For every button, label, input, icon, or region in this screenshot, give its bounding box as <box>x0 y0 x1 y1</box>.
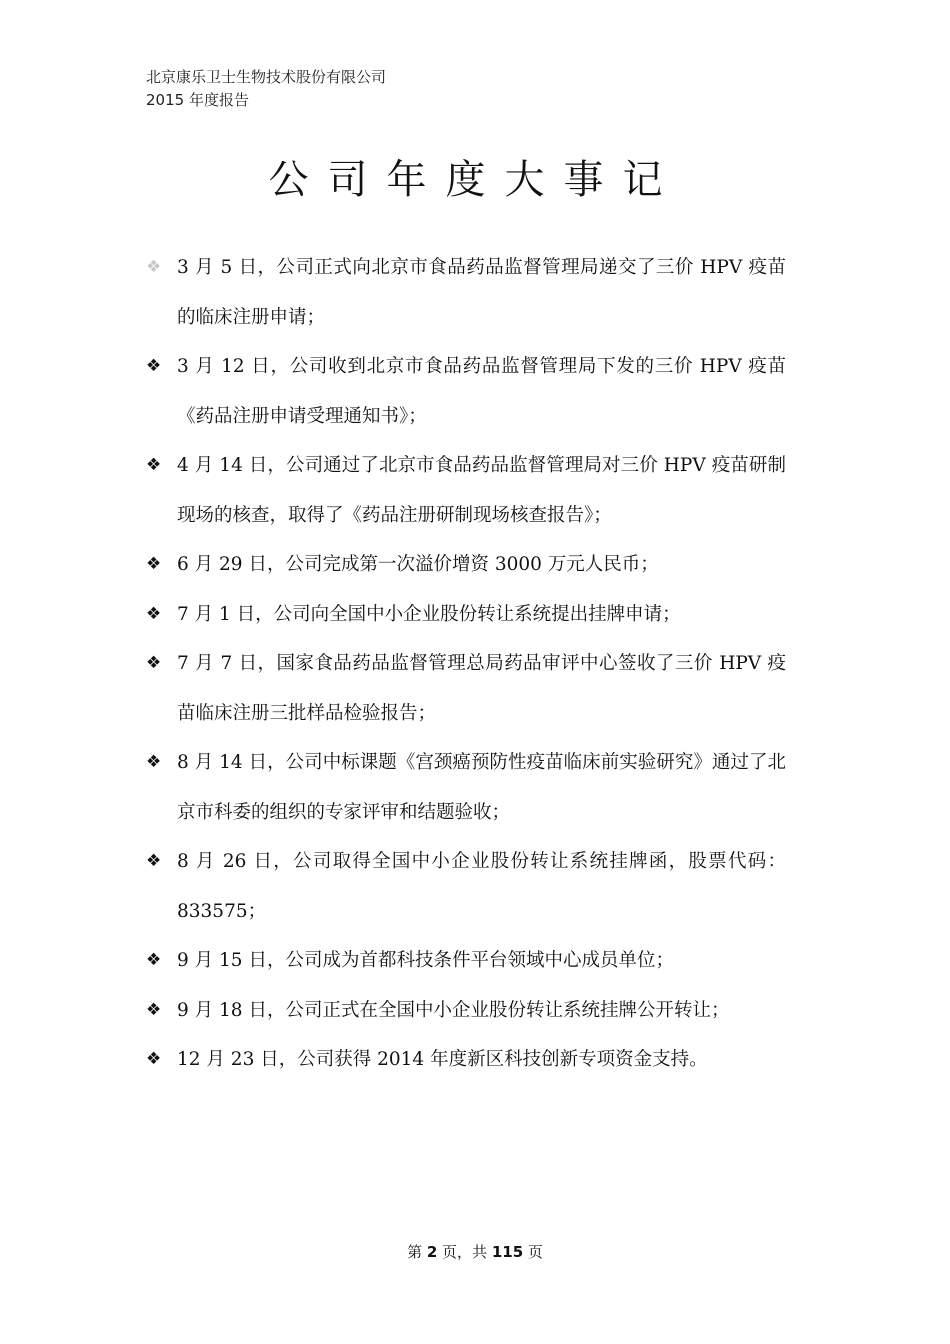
diamond-bullet-icon: ❖ <box>146 752 162 772</box>
event-text: 12 月 23 日，公司获得 2014 年度新区科技创新专项资金支持。 <box>177 1049 708 1070</box>
list-item <box>146 590 786 640</box>
list-item <box>146 441 786 540</box>
diamond-bullet-icon: ❖ <box>146 356 162 376</box>
page-title: 公司年度大事记 <box>268 157 682 203</box>
event-text: 8 月 26 日，公司取得全国中小企业股份转让系统挂牌函，股票代码：833575； <box>177 851 786 922</box>
header-company-name: 北京康乐卫士生物技术股份有限公司 <box>146 68 387 86</box>
event-text: 7 月 7 日，国家食品药品监督管理总局药品审评中心签收了三价 HPV 疫苗临床注册三批样品检验报告； <box>177 653 786 724</box>
header-report-name: 2015 年度报告 <box>146 91 249 109</box>
list-item <box>146 986 786 1036</box>
diamond-bullet-icon: ❖ <box>146 603 162 624</box>
page-header <box>146 66 386 112</box>
event-text: 9 月 18 日，公司正式在全国中小企业股份转让系统挂牌公开转让； <box>177 999 730 1021</box>
footer-page-number: 2 <box>426 1243 438 1261</box>
diamond-bullet-icon: ❖ <box>146 653 162 673</box>
event-text: 3 月 12 日，公司收到北京市食品药品监督管理局下发的三价 HPV 疫苗《药品注册申请受理通知书》； <box>177 356 786 427</box>
event-text: 4 月 14 日，公司通过了北京市食品药品监督管理局对三价 HPV 疫苗研制现场的核查，取得了《药品注册研制现场核查报告》； <box>177 455 786 526</box>
diamond-bullet-icon: ❖ <box>146 455 162 475</box>
page-footer <box>0 1241 950 1263</box>
event-text: 8 月 14 日，公司中标课题《宫颈癌预防性疫苗临床前实验研究》通过了北京市科委的组织的专家评审和结题验收； <box>177 752 786 823</box>
list-item <box>146 1035 786 1085</box>
footer-suffix: 页 <box>523 1243 543 1261</box>
footer-total-pages: 115 <box>491 1243 524 1261</box>
event-text: 3 月 5 日，公司正式向北京市食品药品监督管理局递交了三价 HPV 疫苗的临床注册申请； <box>177 257 786 328</box>
list-item <box>146 639 786 738</box>
list-item <box>146 837 786 936</box>
list-item <box>146 738 786 837</box>
list-item <box>146 342 786 441</box>
diamond-bullet-icon: ❖ <box>146 999 162 1020</box>
event-text: 7 月 1 日，公司向全国中小企业股份转让系统提出挂牌申请； <box>177 603 681 625</box>
footer-middle: 页，共 <box>437 1243 492 1261</box>
list-item <box>146 936 786 986</box>
event-list <box>146 243 786 1085</box>
diamond-bullet-icon: ❖ <box>146 257 162 277</box>
diamond-bullet-icon: ❖ <box>146 554 162 574</box>
event-text: 9 月 15 日，公司成为首都科技条件平台领域中心成员单位； <box>177 950 674 971</box>
event-text: 6 月 29 日，公司完成第一次溢价增资 3000 万元人民币； <box>177 554 659 575</box>
diamond-bullet-icon: ❖ <box>146 851 162 871</box>
footer-prefix: 第 <box>407 1243 427 1261</box>
list-item <box>146 243 786 342</box>
list-item <box>146 540 786 590</box>
diamond-bullet-icon: ❖ <box>146 950 162 970</box>
diamond-bullet-icon: ❖ <box>146 1049 162 1069</box>
